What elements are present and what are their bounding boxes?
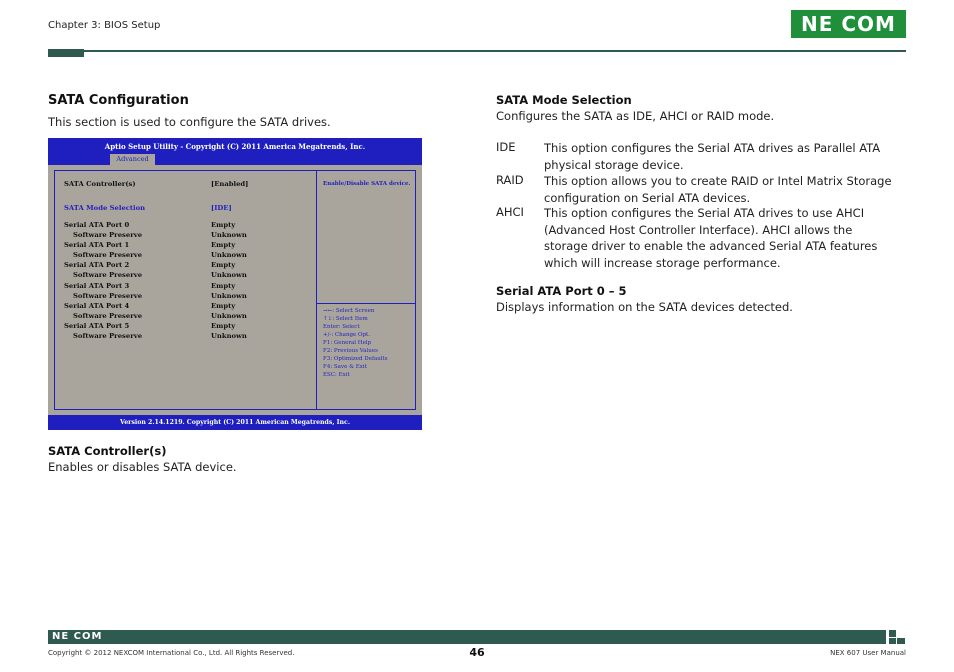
- bios-row-label: Software Preserve: [73, 271, 143, 279]
- bios-key-legend: [323, 307, 388, 379]
- section-title: SATA Configuration: [48, 93, 189, 108]
- bios-footer: Version 2.14.1219. Copyright (C) 2011 American Megatrends, Inc.: [48, 415, 422, 430]
- bios-row-value: Unknown: [211, 312, 247, 320]
- bios-row-label: Serial ATA Port 3: [64, 282, 130, 290]
- bios-divider: [316, 303, 416, 304]
- option-description: This option allows you to create RAID or Intel Matrix Storage configuration on Serial ATA devices.: [544, 174, 892, 205]
- bios-row-value: Empty: [211, 241, 236, 249]
- bios-row-value: [Enabled]: [211, 180, 249, 188]
- footer-bar: [48, 630, 886, 644]
- bios-key-hint: F1: General Help: [323, 340, 372, 346]
- section-intro: This section is used to configure the SATA drives.: [48, 115, 331, 129]
- bios-row-label: Software Preserve: [73, 251, 143, 259]
- bios-row-label: Serial ATA Port 0: [64, 221, 130, 229]
- port-heading: Serial ATA Port 0 – 5: [496, 284, 627, 298]
- bios-screenshot: [48, 138, 422, 430]
- bios-row-value: [IDE]: [211, 204, 232, 212]
- mode-intro: Configures the SATA as IDE, AHCI or RAID mode.: [496, 109, 775, 123]
- bios-key-hint: ↑↓: Select Item: [323, 316, 368, 322]
- footer-copyright: Copyright © 2012 NEXCOM International Co., Ltd. All Rights Reserved.: [48, 649, 295, 657]
- bios-row-label: Software Preserve: [73, 292, 143, 300]
- bios-row-value: Empty: [211, 221, 236, 229]
- bios-row-label: Software Preserve: [73, 332, 143, 340]
- controller-heading: SATA Controller(s): [48, 444, 167, 458]
- logo-text: NE COM: [801, 12, 896, 36]
- bios-row-label: Software Preserve: [73, 312, 143, 320]
- footer-square: [897, 638, 905, 644]
- footer-logo: NE COM: [52, 631, 103, 642]
- option-key: IDE: [496, 140, 516, 154]
- footer-manual-title: NEX 607 User Manual: [830, 649, 906, 657]
- bios-row-value: Empty: [211, 302, 236, 310]
- bios-key-hint: ESC: Exit: [323, 372, 350, 378]
- option-key: AHCI: [496, 205, 524, 219]
- bios-key-hint: →←: Select Screen: [323, 308, 375, 314]
- header-rule: [84, 50, 906, 52]
- option-key: RAID: [496, 173, 524, 187]
- bios-row-label: Serial ATA Port 1: [64, 241, 130, 249]
- port-description: Displays information on the SATA devices detected.: [496, 300, 793, 314]
- footer-square: [889, 630, 896, 637]
- bios-row-label: Software Preserve: [73, 231, 143, 239]
- bios-row-value: Unknown: [211, 231, 247, 239]
- bios-row-value: Empty: [211, 322, 236, 330]
- bios-row-value: Unknown: [211, 271, 247, 279]
- mode-heading: SATA Mode Selection: [496, 93, 632, 107]
- footer-square: [889, 638, 896, 644]
- bios-row-label: Serial ATA Port 4: [64, 302, 130, 310]
- option-description: This option configures the Serial ATA drives as Parallel ATA physical storage device.: [544, 141, 881, 172]
- bios-row-value: Unknown: [211, 251, 247, 259]
- bios-row-label: Serial ATA Port 2: [64, 261, 130, 269]
- chapter-title: Chapter 3: BIOS Setup: [48, 20, 161, 31]
- bios-key-hint: F4: Save & Exit: [323, 364, 367, 370]
- bios-row-label: Serial ATA Port 5: [64, 322, 130, 330]
- nexcom-logo: [791, 10, 906, 38]
- bios-key-hint: F2: Previous Values: [323, 348, 378, 354]
- bios-row-value: Unknown: [211, 332, 247, 340]
- bios-row-label: SATA Mode Selection: [64, 204, 146, 212]
- bios-key-hint: +/-: Change Opt.: [323, 332, 371, 338]
- controller-description: Enables or disables SATA device.: [48, 460, 237, 474]
- bios-divider: [316, 170, 317, 410]
- bios-row-value: Unknown: [211, 292, 247, 300]
- bios-row-value: Empty: [211, 282, 236, 290]
- bios-help-text: Enable/Disable SATA device.: [323, 181, 411, 187]
- header-tab: [48, 49, 84, 57]
- bios-key-hint: Enter: Select: [323, 324, 360, 330]
- bios-tab-advanced: Advanced: [110, 154, 155, 165]
- page-number: 46: [469, 646, 485, 659]
- bios-row-label: SATA Controller(s): [64, 180, 136, 188]
- bios-row-value: Empty: [211, 261, 236, 269]
- bios-title: Aptio Setup Utility - Copyright (C) 2011 America Megatrends, Inc.: [104, 142, 366, 151]
- option-description: This option configures the Serial ATA drives to use AHCI (Advanced Host Controller Interface). AHCI allows the storage driver to enable the advanced Serial ATA features which will increase storage performance.: [544, 206, 878, 270]
- bios-key-hint: F3: Optimized Defaults: [323, 356, 388, 362]
